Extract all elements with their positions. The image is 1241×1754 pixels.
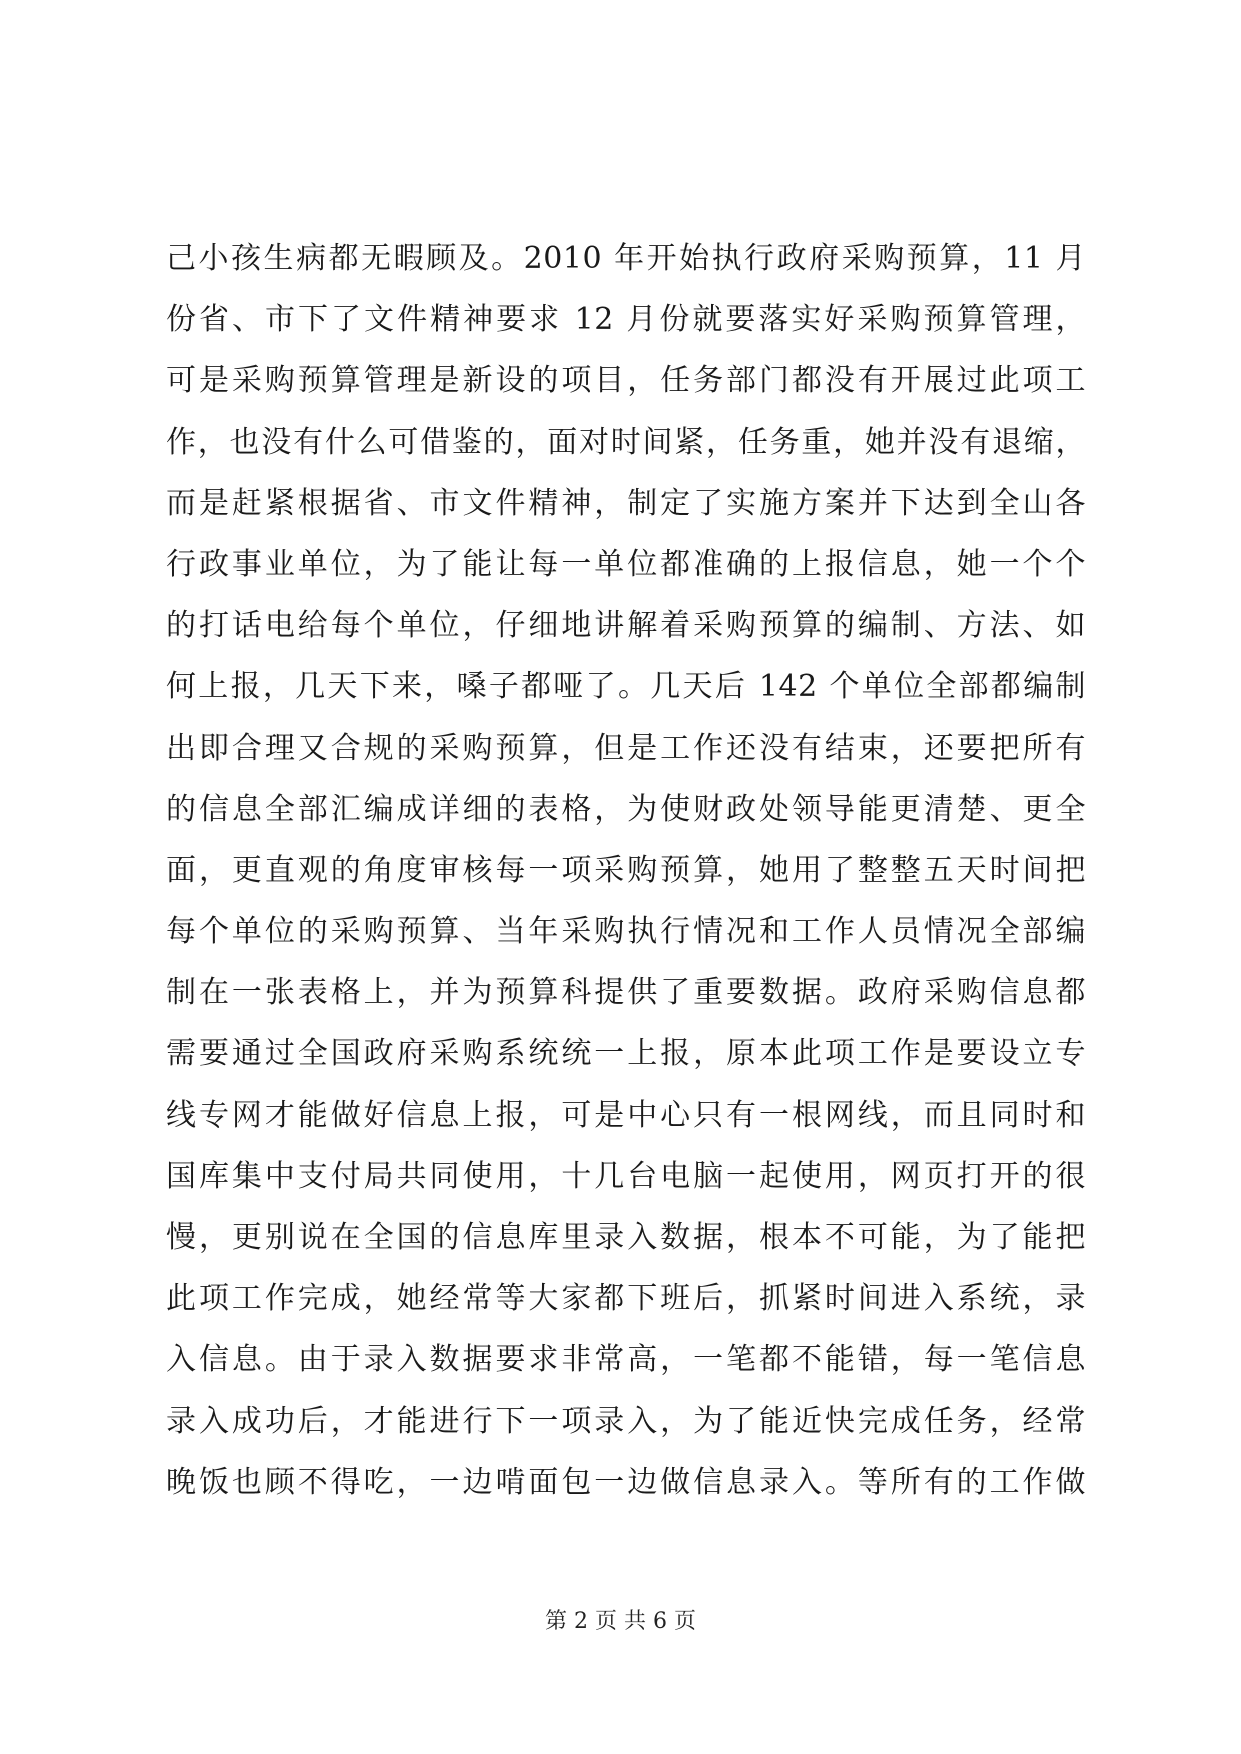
text-line: 面，更直观的角度审核每一项采购预算，她用了整整五天时间把 xyxy=(166,852,1086,888)
text-line: 每个单位的采购预算、当年采购执行情况和工作人员情况全部编 xyxy=(166,914,1086,950)
text-line: 入信息。由于录入数据要求非常高，一笔都不能错，每一笔信息 xyxy=(166,1342,1086,1378)
body-text xyxy=(166,228,1086,1513)
text-line: 而是赶紧根据省、市文件精神，制定了实施方案并下达到全山各 xyxy=(166,485,1086,521)
text-line: 何上报，几天下来，嗓子都哑了。几天后 142 个单位全部都编制 xyxy=(166,669,1086,705)
text-line: 行政事业单位，为了能让每一单位都准确的上报信息，她一个个 xyxy=(166,546,1086,582)
text-line: 晚饭也顾不得吃，一边啃面包一边做信息录入。等所有的工作做 xyxy=(166,1464,1086,1500)
text-line: 作，也没有什么可借鉴的，面对时间紧，任务重，她并没有退缩， xyxy=(166,424,1086,460)
text-line: 己小孩生病都无暇顾及。2010 年开始执行政府采购预算，11 月 xyxy=(166,241,1086,276)
text-line: 此项工作完成，她经常等大家都下班后，抓紧时间进入系统，录 xyxy=(166,1281,1086,1317)
text-line: 出即合理又合规的采购预算，但是工作还没有结束，还要把所有 xyxy=(166,730,1086,766)
text-line: 慢，更别说在全国的信息库里录入数据，根本不可能，为了能把 xyxy=(166,1220,1086,1255)
text-line: 线专网才能做好信息上报，可是中心只有一根网线，而且同时和 xyxy=(166,1097,1086,1133)
text-line: 需要通过全国政府采购系统统一上报，原本此项工作是要设立专 xyxy=(166,1036,1086,1072)
text-line: 制在一张表格上，并为预算科提供了重要数据。政府采购信息都 xyxy=(166,975,1086,1011)
text-line: 份省、市下了文件精神要求 12 月份就要落实好采购预算管理， xyxy=(166,302,1086,338)
text-line: 的打话电给每个单位，仔细地讲解着采购预算的编制、方法、如 xyxy=(166,608,1086,644)
text-line: 的信息全部汇编成详细的表格，为使财政处领导能更清楚、更全 xyxy=(166,791,1086,827)
text-line: 录入成功后，才能进行下一项录入，为了能近快完成任务，经常 xyxy=(166,1403,1086,1439)
text-line: 可是采购预算管理是新设的项目，任务部门都没有开展过此项工 xyxy=(166,363,1086,399)
text-line: 国库集中支付局共同使用，十几台电脑一起使用，网页打开的很 xyxy=(166,1158,1086,1194)
page-number-footer: 第 2 页 共 6 页 xyxy=(545,1609,696,1634)
